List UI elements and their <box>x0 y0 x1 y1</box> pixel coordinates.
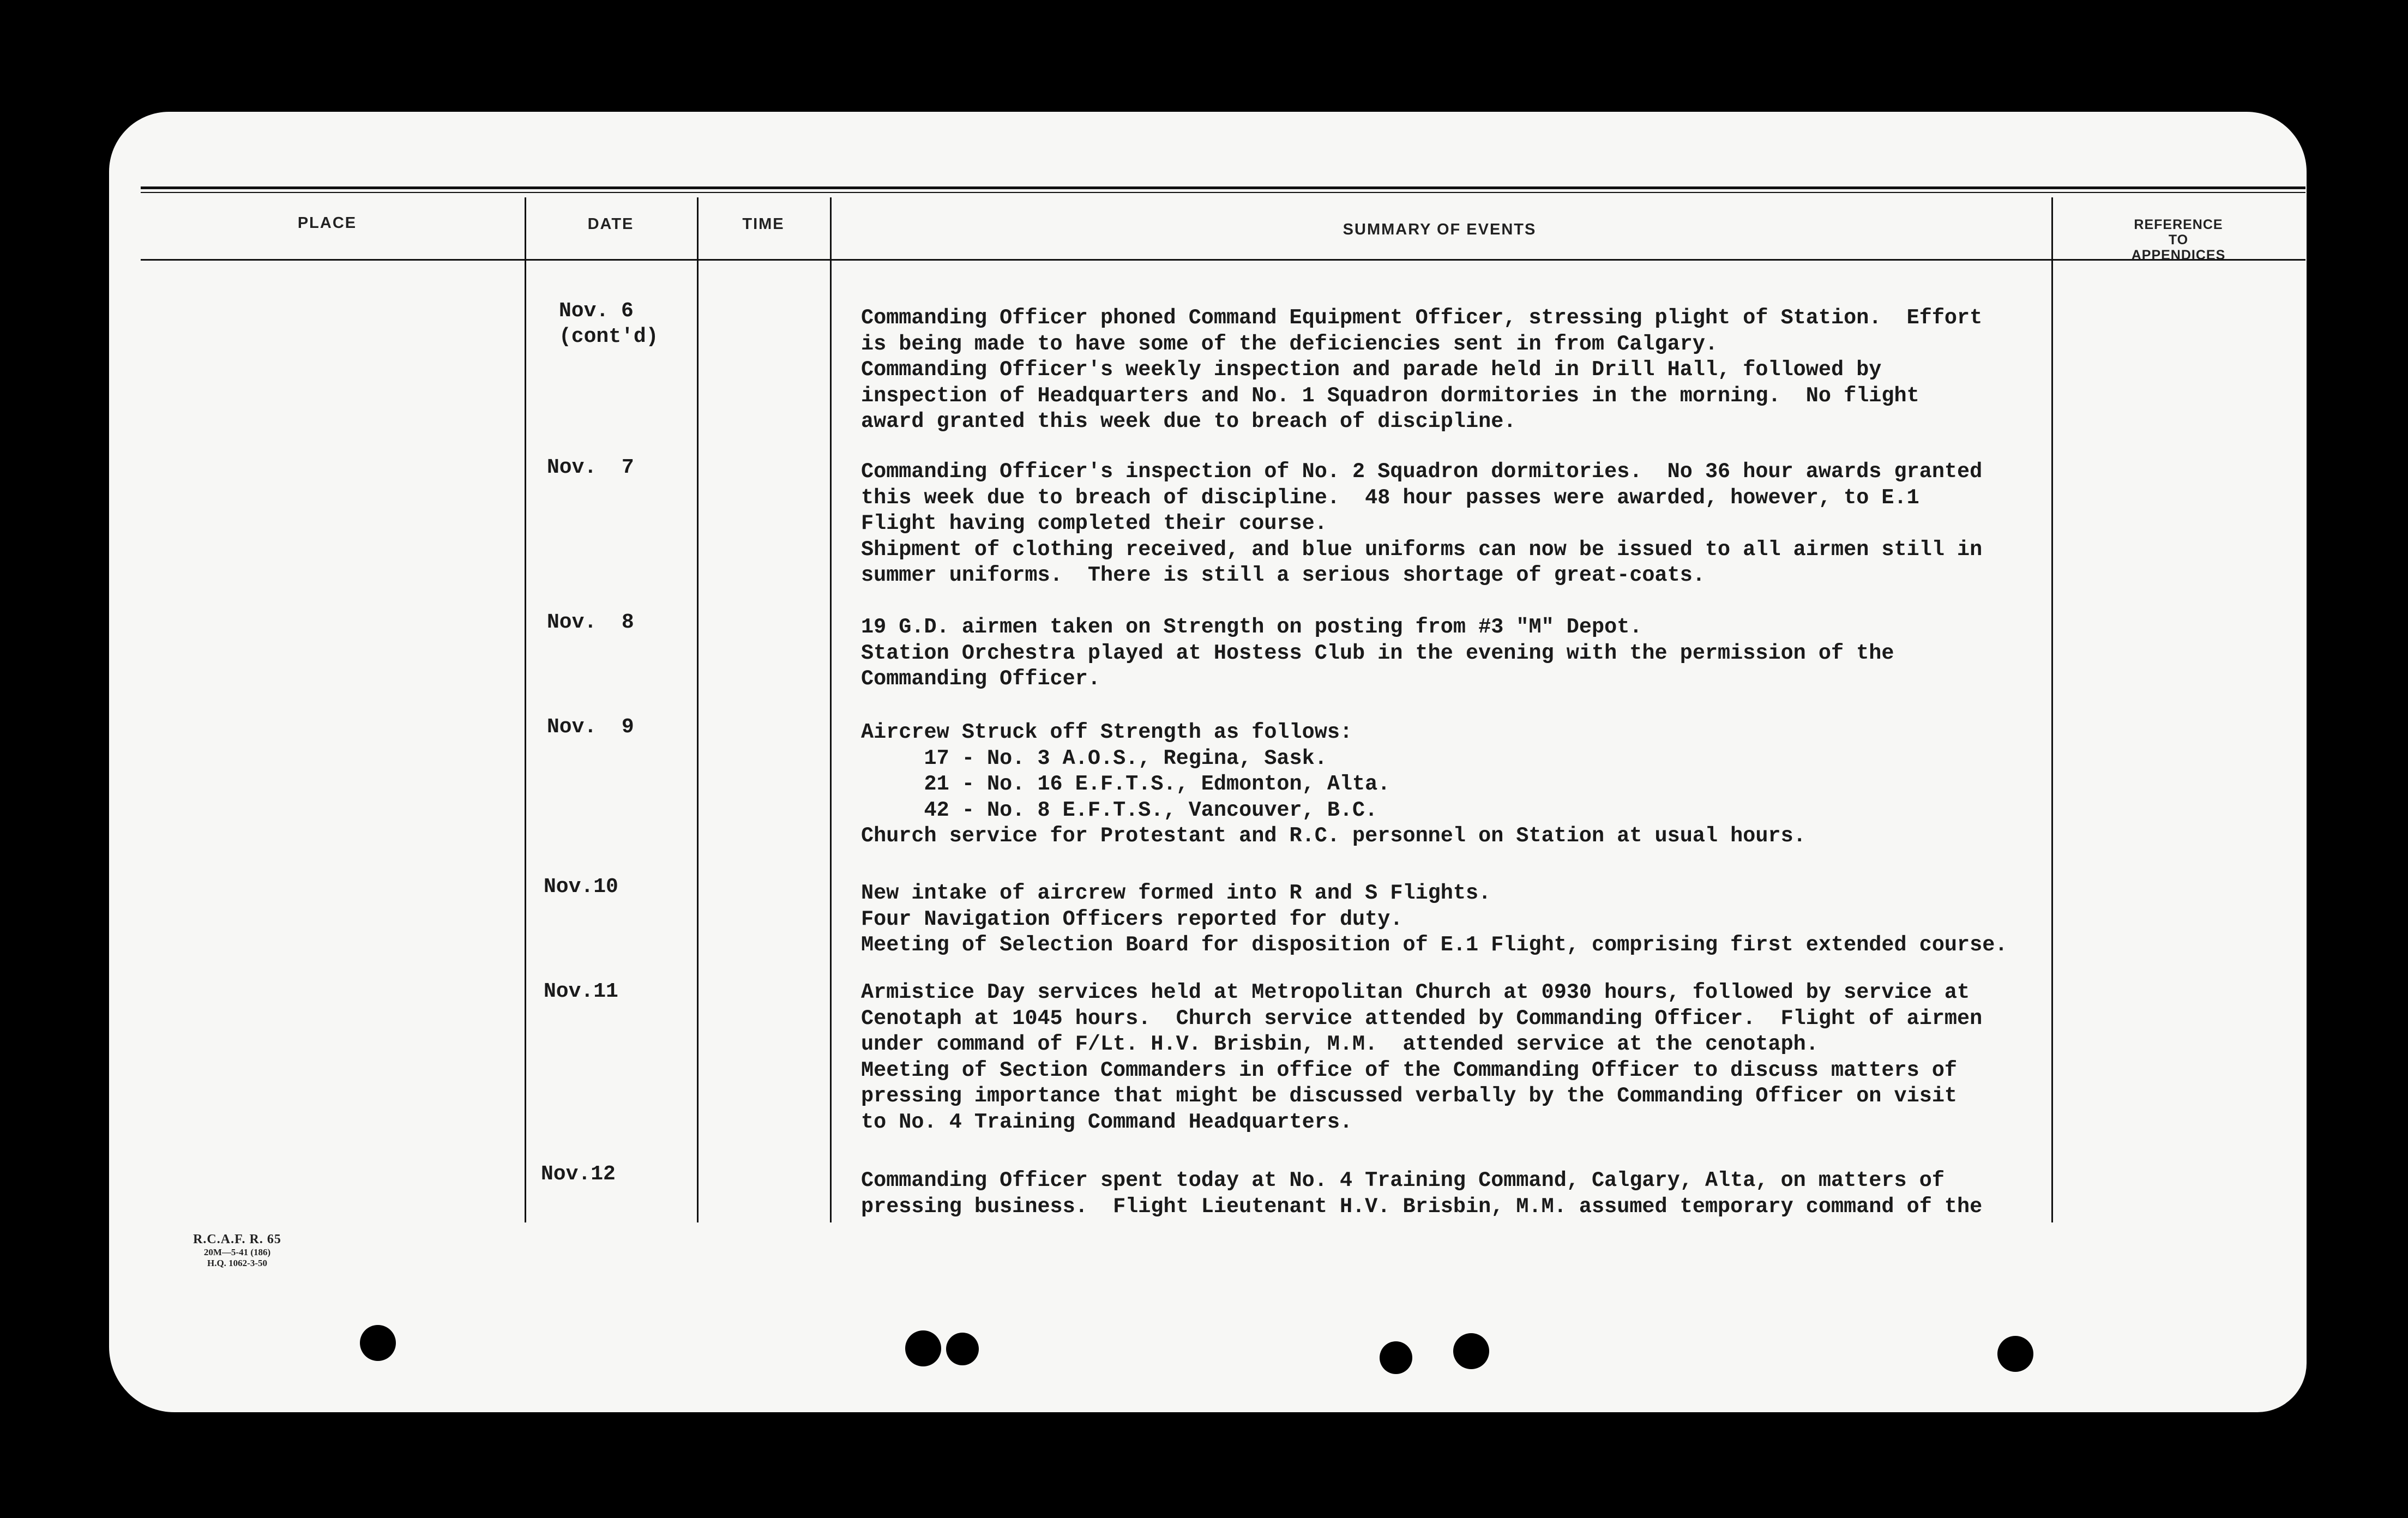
text-line: Meeting of Section Commanders in office of the Commanding Officer to discuss matters of <box>861 1058 1958 1082</box>
text-line: Church service for Protestant and R.C. personnel on Station at usual hours. <box>861 824 1806 848</box>
binder-hole <box>1453 1333 1489 1369</box>
text-line: Flight having completed their course. <box>861 511 1327 535</box>
entry-summary <box>861 720 1806 850</box>
form-number: R.C.A.F. R. 65 20M—5-41 (186) H.Q. 1062-3-50 <box>193 1232 281 1268</box>
binder-hole <box>360 1325 396 1361</box>
col-divider-time-summary <box>830 197 832 1222</box>
text-line: 42 - No. 8 E.F.T.S., Vancouver, B.C. <box>861 798 1378 822</box>
col-divider-summary-reference <box>2051 197 2053 1222</box>
entry-summary <box>861 881 2007 959</box>
entry-date: Nov.10 <box>544 875 618 899</box>
text-line: Commanding Officer's weekly inspection and parade held in Drill Hall, followed by <box>861 358 1882 382</box>
text-line: to No. 4 Training Command Headquarters. <box>861 1110 1353 1134</box>
text-line: inspection of Headquarters and No. 1 Squadron dormitories in the morning. No flight <box>861 383 1919 408</box>
header-time: TIME <box>742 215 785 233</box>
entry-date: Nov. 9 <box>547 715 634 739</box>
entry-date: Nov.11 <box>544 980 618 1003</box>
entry-date: Nov.12 <box>541 1162 616 1186</box>
text-line: Armistice Day services held at Metropolitan Church at 0930 hours, followed by service at <box>861 980 1970 1004</box>
header-rule <box>141 259 2305 261</box>
text-line: is being made to have some of the deficiencies sent in from Calgary. <box>861 332 1718 356</box>
text-line: Shipment of clothing received, and blue uniforms can now be issued to all airmen still in <box>861 537 1983 562</box>
text-line: Four Navigation Officers reported for duty. <box>861 907 1403 931</box>
header-summary: SUMMARY OF EVENTS <box>1343 221 1537 238</box>
col-divider-date-time <box>697 197 699 1222</box>
top-rule-thin <box>141 192 2305 193</box>
text-line: award granted this week due to breach of discipline. <box>861 409 1516 433</box>
col-divider-place-date <box>525 197 526 1222</box>
text-line: Station Orchestra played at Hostess Club in the evening with the permission of the <box>861 641 1894 665</box>
text-line: under command of F/Lt. H.V. Brisbin, M.M. attended service at the cenotaph. <box>861 1032 1819 1056</box>
text-line: Meeting of Selection Board for disposition of E.1 Flight, comprising first extended course. <box>861 933 2008 957</box>
binder-hole <box>946 1333 979 1365</box>
binder-hole <box>1997 1336 2033 1372</box>
entry-summary <box>861 615 1894 692</box>
text-line: New intake of aircrew formed into R and S Flights. <box>861 881 1491 905</box>
text-line: Cenotaph at 1045 hours. Church service attended by Commanding Officer. Flight of airmen <box>861 1006 1983 1031</box>
header-place: PLACE <box>297 214 357 232</box>
top-rule <box>141 186 2305 189</box>
text-line: 19 G.D. airmen taken on Strength on posting from #3 "M" Depot. <box>861 615 1642 639</box>
text-line: pressing importance that might be discussed verbally by the Commanding Officer on visit <box>861 1084 1958 1108</box>
text-line: Commanding Officer's inspection of No. 2 Squadron dormitories. No 36 hour awards granted <box>861 460 1983 484</box>
entry-summary <box>861 980 1982 1135</box>
entry-summary <box>861 459 1982 589</box>
entry-summary <box>861 305 1982 435</box>
entry-date: Nov. 8 <box>547 611 634 634</box>
entry-date: Nov. 6 (cont'd) <box>559 299 659 348</box>
text-line: Commanding Officer. <box>861 667 1100 691</box>
text-line: summer uniforms. There is still a serious shortage of great-coats. <box>861 563 1705 587</box>
binder-hole <box>1380 1341 1412 1374</box>
text-line: 21 - No. 16 E.F.T.S., Edmonton, Alta. <box>861 772 1390 796</box>
text-line: 17 - No. 3 A.O.S., Regina, Sask. <box>861 746 1327 770</box>
header-date: DATE <box>587 215 634 233</box>
entry-summary <box>861 1168 1982 1220</box>
text-line: this week due to breach of discipline. 48 hour passes were awarded, however, to E.1 <box>861 485 1919 510</box>
header-reference: REFERENCE TO APPENDICES <box>2131 217 2226 263</box>
entry-date: Nov. 7 <box>547 456 634 479</box>
text-line: Commanding Officer phoned Command Equipment Officer, stressing plight of Station. Effort <box>861 306 1983 330</box>
text-line: Commanding Officer spent today at No. 4 Training Command, Calgary, Alta, on matters of <box>861 1168 1945 1192</box>
text-line: Aircrew Struck off Strength as follows: <box>861 720 1353 744</box>
text-line: pressing business. Flight Lieutenant H.V. Brisbin, M.M. assumed temporary command of the <box>861 1194 1983 1219</box>
binder-hole <box>905 1330 941 1366</box>
